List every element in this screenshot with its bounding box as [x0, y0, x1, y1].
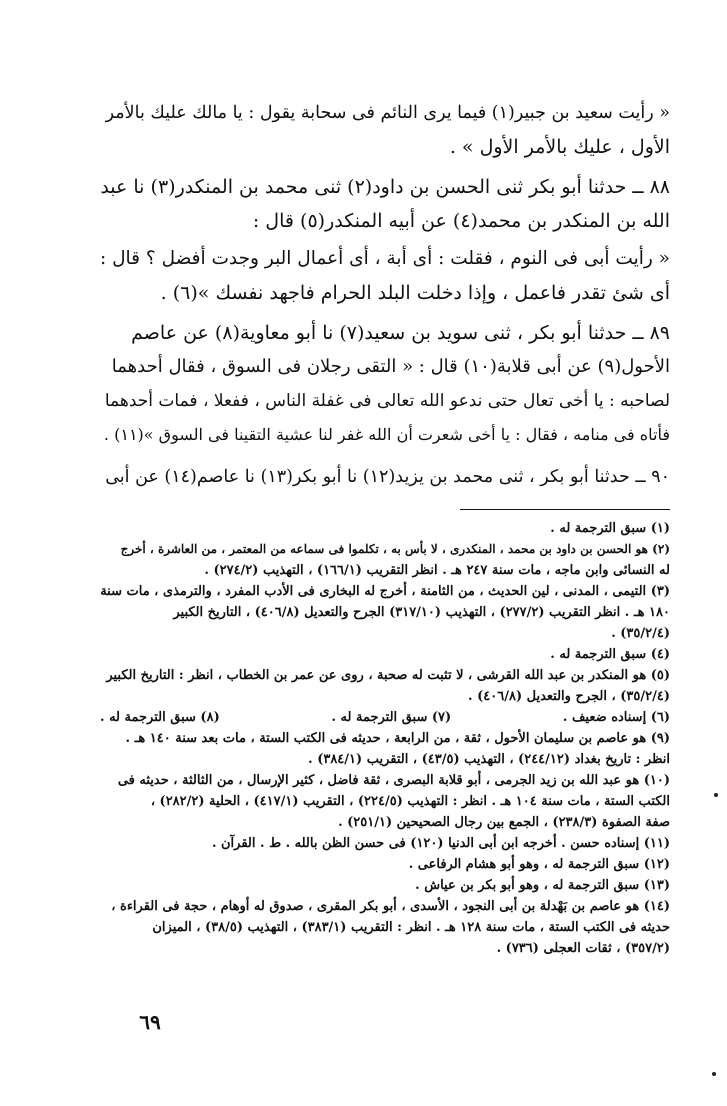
text-line: أى شئ تقدر فاعمل ، وإذا دخلت البلد الحرام فاجهد نفسك »(٦) .	[160, 282, 670, 304]
footnote-14-line: (٣٥٧/٢) ، ثقات العجلى (٧٣٦) .	[496, 941, 670, 956]
footnote-3-line: ١٨٠ هـ . انظر التقريب (٢٧٧/٢) ، التهذيب (٣١٧/١٠) الجرح والتعديل (٤٠٦/٨) ، التاريخ الكبير	[173, 605, 670, 620]
footnote-14-line: (١٤) هو عاصم بن بَهْدلة بن أبى النجود ، الأسدى ، أبو بكر المقرى ، صدوق له أوهام ، حجة فى القراءة ،	[111, 899, 670, 914]
footnotes	[100, 518, 670, 959]
scan-speck	[712, 1072, 716, 1076]
footnote-13: (١٣) سبق الترجمة له ، وهو أبو بكر بن عياش .	[415, 878, 670, 893]
scan-speck	[714, 793, 718, 797]
footnote-11: (١١) إسناده حسن . أخرجه ابن أبى الدنيا (١٢٠) فى حسن الظن بالله . ط . القرآن .	[211, 836, 670, 851]
footnote-6: (٦) إسناده ضعيف .	[562, 710, 670, 725]
footnote-10-line: صفة الصفوة (٢٣٨/٣) ، الجمع بين رجال الصحيحين (٢٥١/١) .	[338, 815, 670, 830]
text-line: الأحول(٩) عن أبى قلابة(١٠) قال : « التقى رجلان فى السوق ، فقال أحدهما	[111, 356, 670, 377]
paragraph-dream-said-ibn-jubayr	[100, 96, 670, 164]
footnote-5-line: (٥) هو المنكدر بن عبد الله القرشى ، لا تثبت له صحبة ، روى عن عمر بن الخطاب ، انظر : التاريخ الكبير	[106, 668, 670, 683]
footnote-14-line: حديثه فى الكتب الستة ، مات سنة ١٢٨ هـ . انظر : التقريب (٣٨٣/١) ، التهذيب (٣٨/٥) ، الميزان	[152, 920, 670, 935]
footnote-9-line: انظر : تاريخ بغداد (٢٤٤/١٢) ، التهذيب (٤٣/٥) ، التقريب (٣٨٤/١) .	[308, 752, 670, 767]
footnote-10-line: الكتب الستة ، مات سنة ١٠٤ هـ . انظر : التهذيب (٢٢٤/٥) ، التقريب (٤١٧/١) ، الحلية (٢٨٢/٢) ،	[150, 794, 670, 809]
text-line: فأتاه فى منامه ، فقال : يا أخى شعرت أن الله غفر لنا عشية التقينا فى السوق »(١١) .	[103, 425, 670, 444]
footnote-12: (١٢) سبق الترجمة له ، وهو أبو هشام الرفاعى .	[408, 857, 670, 872]
footnote-2-line: له النسائى وابن ماجه ، مات سنة ٢٤٧ هـ . انظر التقريب (١٦٦/١) ، التهذيب (٢٧٤/٢) .	[204, 563, 670, 578]
footnote-8: (٨) سبق الترجمة له .	[100, 710, 220, 725]
footnote-5-line: (٣٥/٢/٤) ، الجرح والتعديل (٤٠٦/٨) .	[468, 689, 670, 704]
page-number: ٦٩	[139, 1010, 161, 1034]
footnote-divider	[460, 509, 670, 510]
hadith-89	[100, 316, 670, 452]
text-line: لصاحبه : يا أخى تعال حتى ندعو الله تعالى فى غفلة الناس ، ففعلا ، فمات أحدهما	[104, 391, 670, 411]
hadith-88-isnad	[100, 170, 670, 238]
text-line: « رأيت أبى فى النوم ، فقلت : أى أبة ، أى أعمال البر وجدت أفضل ؟ قال :	[99, 248, 670, 269]
footnote-3-line: (٣٥/٢/٤) .	[611, 626, 670, 641]
text-line: ٨٩ ــ حدثنا أبو بكر ، ثنى سويد بن سعيد(٧) نا أبو معاوية(٨) عن عاصم	[131, 322, 670, 344]
text-line: ٩٠ ــ حدثنا أبو بكر ، ثنى محمد بن يزيد(١٢) نا أبو بكر(١٣) نا عاصم(١٤) عن أبى	[105, 467, 670, 487]
hadith-88-matn	[100, 242, 670, 310]
footnote-9-line: (٩) هو عاصم بن سليمان الأحول ، ثقة ، من الرابعة ، حديثه فى الكتب الستة ، مات بعد سنة ١٤٠ هـ .	[125, 731, 670, 746]
text-line: « رأيت سعيد بن جبير(١) فيما يرى النائم فى سحابة يقول : يا مالك عليك بالأمر	[105, 103, 670, 123]
text-line: الله بن المنكدر بن محمد(٤) عن أبيه المنكدر(٥) قال :	[252, 210, 670, 232]
footnotes-6-7-8-row	[100, 707, 670, 728]
text-line: الأول ، عليك بالأمر الأول » .	[449, 136, 670, 158]
footnote-10-line: (١٠) هو عبد الله بن زيد الجرمى ، أبو قلابة البصرى ، ثقة فاضل ، كثير الإرسال ، من الثالثة ، حديثه فى	[117, 773, 670, 788]
footnote-7: (٧) سبق الترجمة له .	[331, 710, 452, 725]
footnote-3-line: (٣) التيمى ، المدنى ، لين الحديث ، من الثامنة ، أخرج له البخارى فى الأدب المفرد ، والترمذى ، مات سنة	[100, 584, 670, 599]
text-line: ٨٨ ــ حدثنا أبو بكر ثنى الحسن بن داود(٢) ثنى محمد بن المنكدر(٣) نا عبد	[100, 176, 670, 198]
footnote-1: (١) سبق الترجمة له .	[550, 521, 670, 536]
hadith-90-isnad	[100, 460, 670, 494]
footnote-4: (٤) سبق الترجمة له .	[550, 647, 670, 662]
footnote-2-line: (٢) هو الحسن بن داود بن محمد ، المنكدرى ، لا بأس به ، تكلموا فى سماعه من المعتمر ، من العاشرة ، أخرج	[120, 542, 670, 556]
